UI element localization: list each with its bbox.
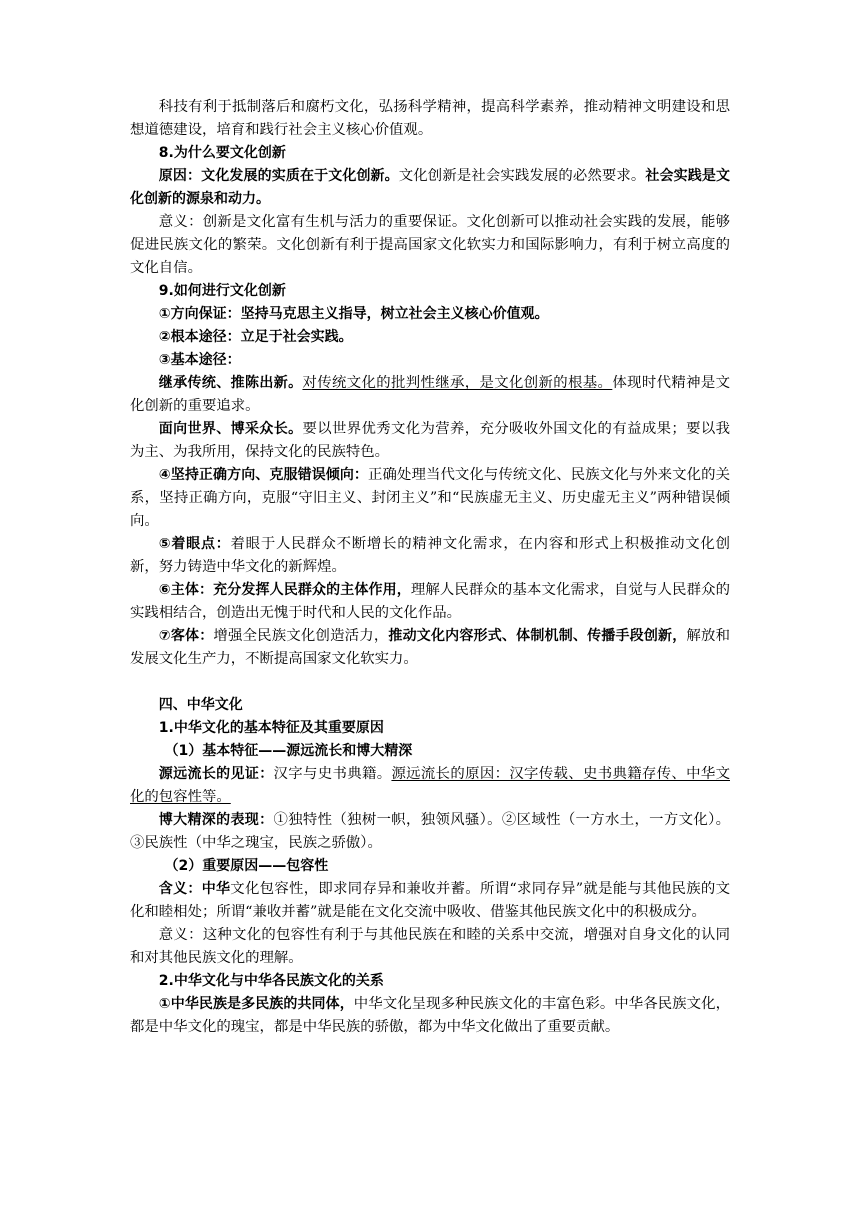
item-text: ①方向保证：坚持马克思主义指导，树立社会主义核心价值观。 (158, 306, 549, 322)
item-focus (130, 533, 730, 579)
paragraph-inherit (130, 372, 730, 418)
item-rest: 着眼于人民群众不断增长的精神文化需求，在内容和形式上积极推动文化创新，努力铸造中华文化的新辉煌。 (130, 536, 730, 575)
meaning-bold: 含义：中华 (158, 881, 231, 897)
long-history-normal: 汉字与史书典籍。 (273, 766, 392, 782)
item-normal-1: 增强全民族文化创造活力， (213, 628, 389, 644)
heading-text: 8.为什么要文化创新 (158, 145, 286, 161)
inherit-rest: 体现时代精神是文化创新的重要追求。 (130, 375, 730, 414)
item-bold: ⑥主体：充分发挥人民群众的主体作用， (158, 582, 411, 598)
face-world-rest: 要以世界优秀文化为营养，充分吸收外国文化的有益成果；要以我为主、为我所用，保持文化的民族特色。 (130, 421, 730, 460)
reason-bold-2: 社会实践是文化创新的源泉和动力。 (130, 168, 731, 207)
long-history-underlined: 源远流长的原因：汉字传载、史书典籍存传、中华文化的包容性等。 (130, 766, 730, 805)
item-bold: ⑤着眼点： (158, 536, 231, 552)
heading-how-innovate (130, 280, 730, 303)
item-text: ③基本途径： (158, 352, 241, 368)
heading-why-innovate (130, 142, 730, 165)
paragraph-significance: 意义：创新是文化富有生机与活力的重要保证。文化创新可以推动社会实践的发展，能够促进民族文化的繁荣。文化创新有利于提高国家文化软实力和国际影响力，有利于树立高度的文化自信。 (130, 214, 730, 276)
item-bold: ④坚持正确方向、克服错误倾向： (158, 467, 369, 483)
document-body (130, 96, 730, 1039)
item-normal-2: 解放和发展文化生产力，不断提高国家文化软实力。 (130, 628, 730, 667)
item-rest: 正确处理当代文化与传统文化、民族文化与外来文化的关系，坚持正确方向，克服“守旧主义、封闭主义”和“民族虚无主义、历史虚无主义”两种错误倾向。 (130, 467, 730, 529)
section-title: 四、中华文化 (158, 697, 243, 713)
multi-ethnic-rest: 中华文化呈现多种民族文化的丰富色彩。中华各民族文化，都是中华文化的瑰宝，都是中华民族的骄傲，都为中华文化做出了重要贡献。 (130, 996, 730, 1035)
item-basic-way (130, 349, 730, 372)
item-bold-1: ⑦客体： (158, 628, 214, 644)
paragraph-science: 科技有利于抵制落后和腐朽文化，弘扬科学精神，提高科学素养，推动精神文明建设和思想道德建设，培育和践行社会主义核心价值观。 (130, 99, 730, 138)
item-text: ②根本途径：立足于社会实践。 (158, 329, 353, 345)
profound-bold: 博大精深的表现： (158, 812, 274, 828)
paragraph-multi-ethnic (130, 993, 730, 1039)
subheading-text: （2）重要原因——包容性 (164, 858, 329, 874)
subheading-features (130, 740, 730, 763)
inherit-underlined: 对传统文化的批判性继承，是文化创新的根基。 (302, 375, 613, 391)
subheading-reason (130, 855, 730, 878)
long-history-bold: 源远流长的见证： (158, 766, 274, 782)
reason-label: 原因： (158, 168, 202, 184)
item-object (130, 625, 730, 671)
reason-normal: 文化创新是社会实践发展的必然要求。 (398, 168, 646, 184)
meaning-rest: 文化包容性，即求同存异和兼收并蓄。所谓“求同存异”就是能与其他民族的文化和睦相处；所谓“兼收并蓄”就是能在文化交流中吸收、借鉴其他民族文化中的积极成分。 (130, 881, 731, 920)
item-fundamental-way (130, 326, 730, 349)
profound-rest: ①独特性（独树一帜，独领风骚）。②区域性（一方水土，一方文化）。③民族性（中华之瑰宝，民族之骄傲）。 (130, 812, 730, 851)
item-bold-2: 推动文化内容形式、体制机制、传播手段创新， (388, 628, 687, 644)
paragraph-meaning (130, 878, 730, 924)
paragraph-long-history (130, 763, 730, 809)
heading-text: 1.中华文化的基本特征及其重要原因 (158, 720, 384, 736)
item-subject (130, 579, 730, 625)
item-rest: 理解人民群众的基本文化需求，自觉与人民群众的实践相结合，创造出无愧于时代和人民的文化作品。 (130, 582, 730, 621)
paragraph-face-world (130, 418, 730, 464)
paragraph-inclusive-significance: 意义：这种文化的包容性有利于与其他民族在和睦的关系中交流，增强对自身文化的认同和对其他民族文化的理解。 (130, 927, 730, 966)
paragraph-reason (130, 165, 730, 211)
heading-basic-features (130, 717, 730, 740)
heading-text: 9.如何进行文化创新 (158, 283, 286, 299)
item-direction (130, 303, 730, 326)
heading-relationship (130, 970, 730, 993)
paragraph-profound (130, 809, 730, 855)
face-world-bold: 面向世界、博采众长。 (158, 421, 303, 437)
item-right-direction (130, 464, 730, 533)
inherit-bold: 继承传统、推陈出新。 (158, 375, 303, 391)
subheading-text: （1）基本特征——源远流长和博大精深 (164, 743, 413, 759)
multi-ethnic-bold: ①中华民族是多民族的共同体， (158, 996, 354, 1012)
section-heading (130, 694, 730, 717)
blank-line (130, 671, 730, 694)
reason-bold-1: 文化发展的实质在于文化创新。 (201, 168, 399, 184)
heading-text: 2.中华文化与中华各民族文化的关系 (158, 973, 384, 989)
